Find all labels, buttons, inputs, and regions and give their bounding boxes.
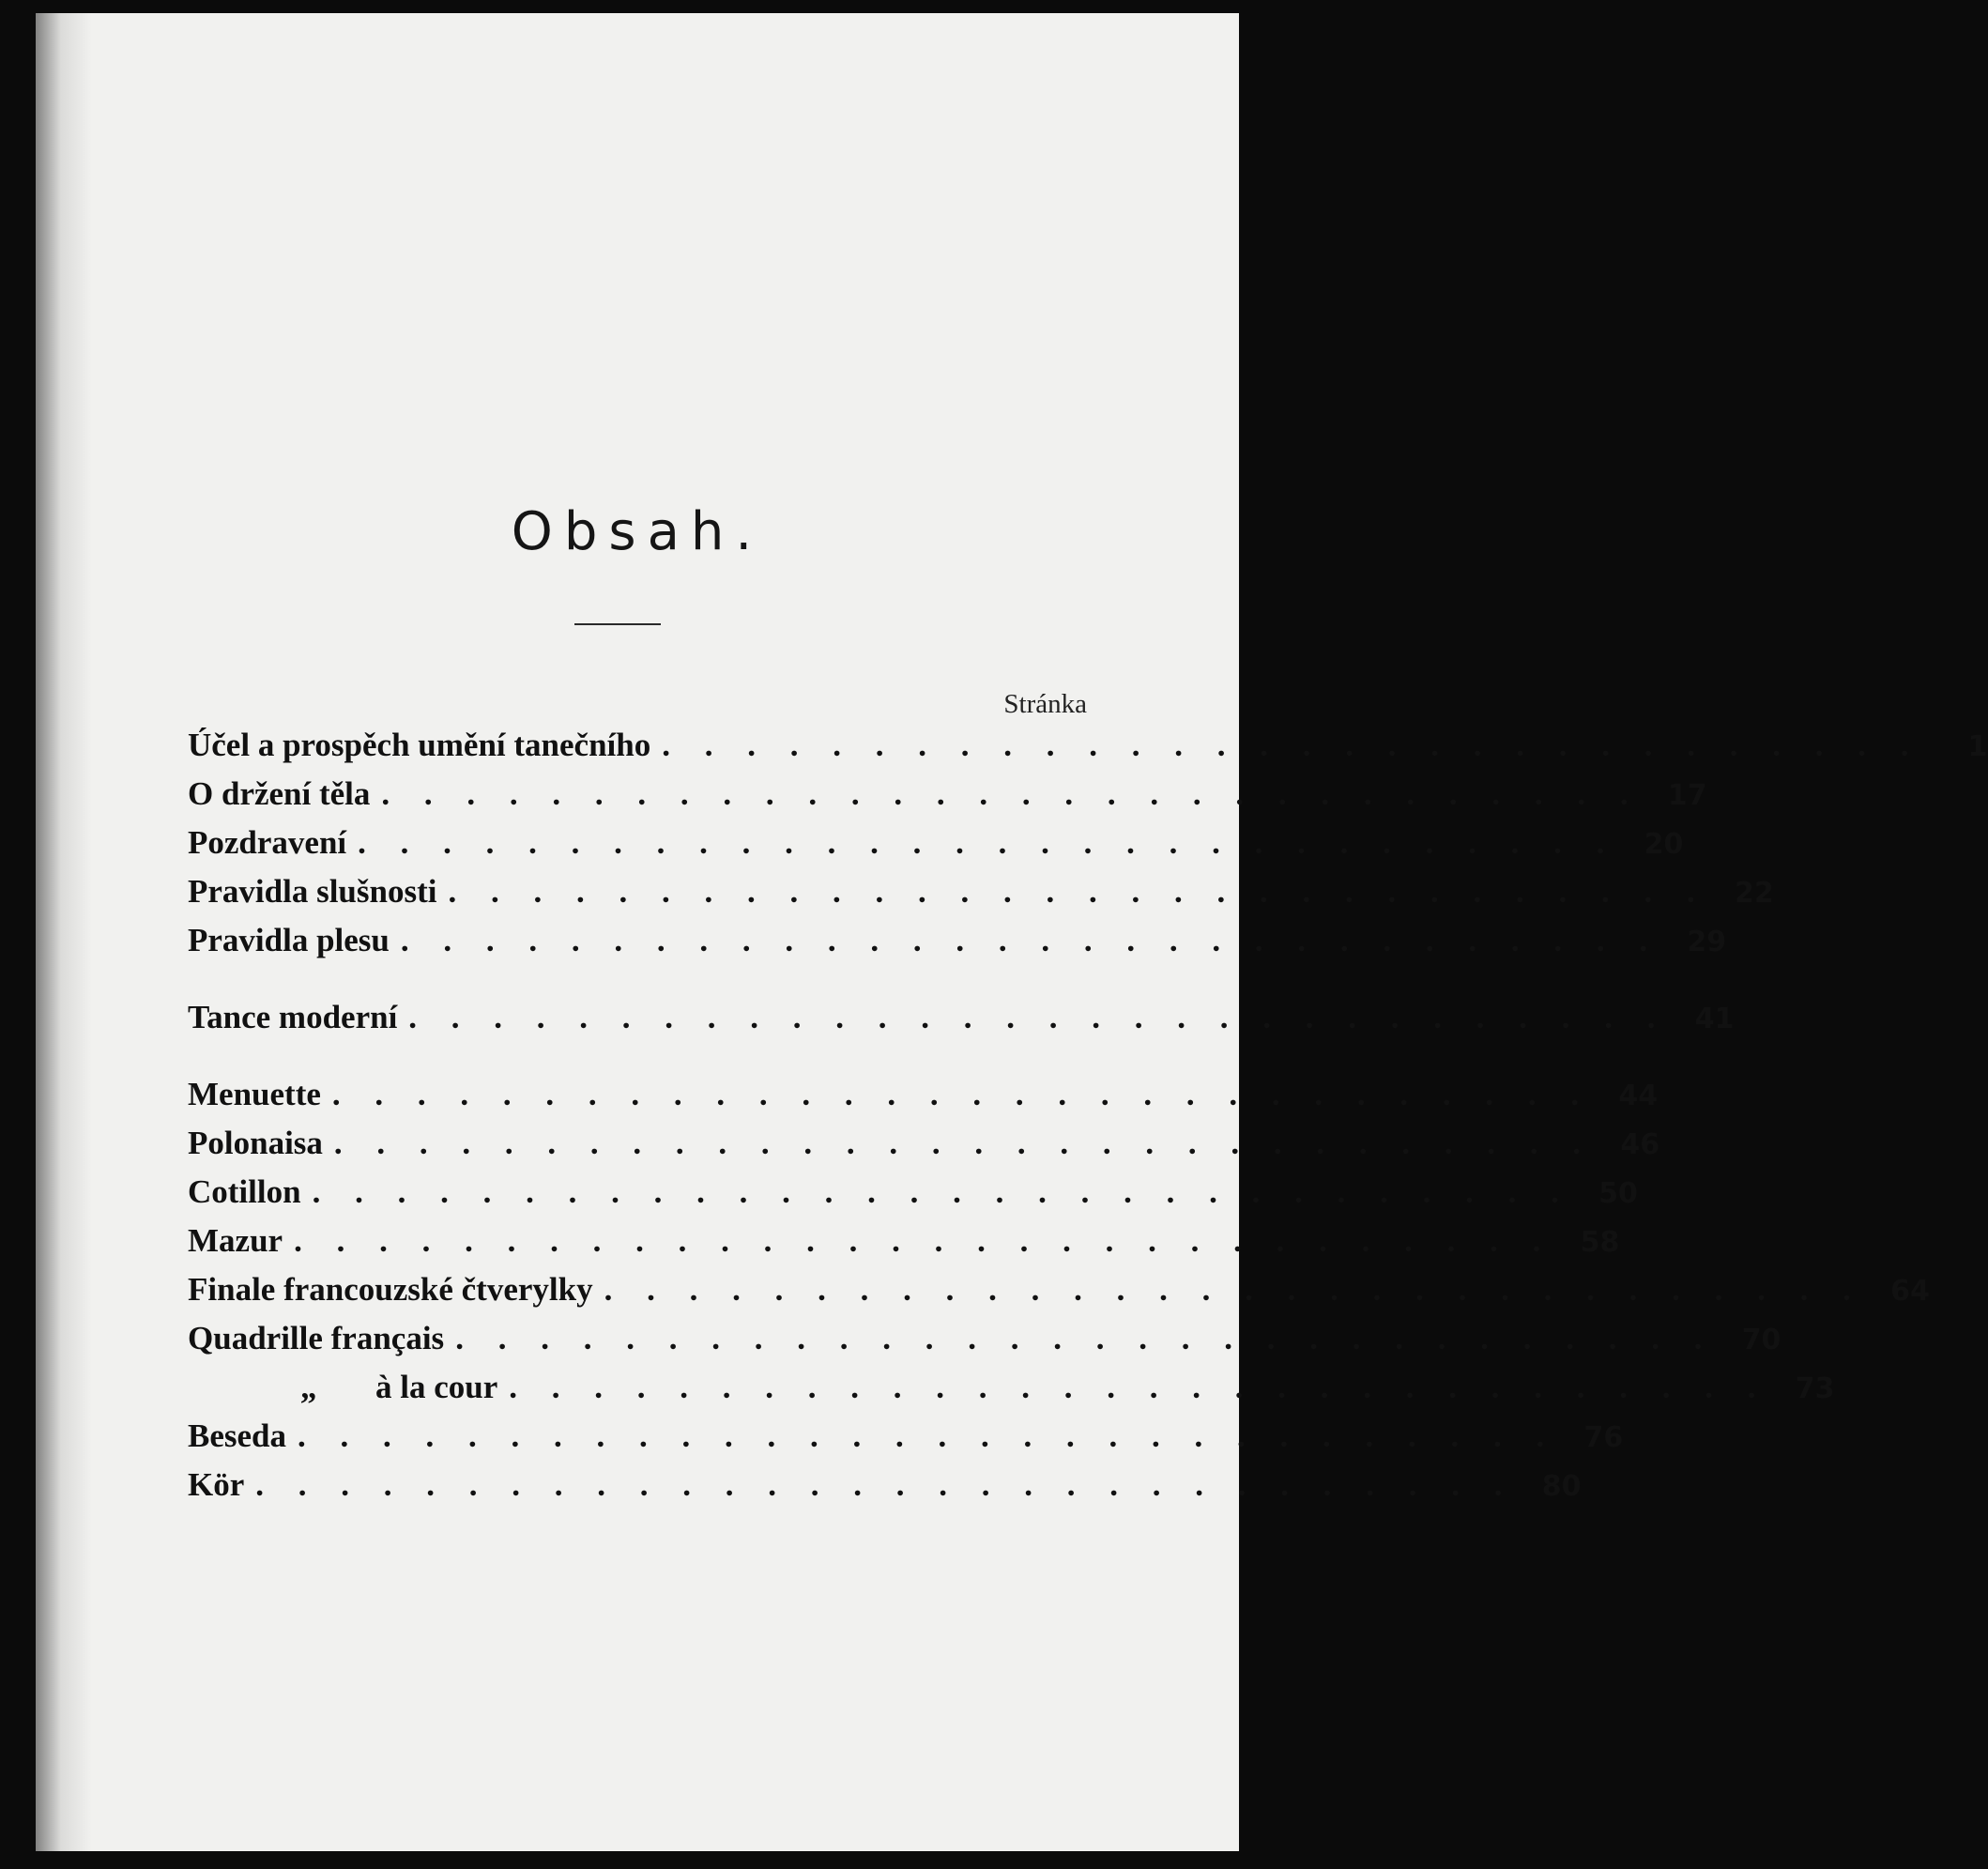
toc-entry-label: O držení těla xyxy=(188,775,371,812)
dot-leader: . . . . . . . . . . . . . . . . . . . . . . . . . . . . . . xyxy=(381,775,1642,812)
toc-entry-page: 80 xyxy=(1541,1470,1582,1503)
toc-entry-label: Menuette xyxy=(188,1076,321,1112)
toc-entry xyxy=(188,1417,1624,1466)
dot-leader: . . . . . . . . . . . . . . . . . . . . . . . . . . . . . . xyxy=(408,999,1669,1035)
toc-entry-label: Quadrille français xyxy=(188,1320,445,1356)
toc-entry-page: 46 xyxy=(1620,1128,1660,1161)
toc-entry-label: Účel a prospěch umění tanečního xyxy=(188,727,651,763)
toc-entry-page: 64 xyxy=(1890,1275,1930,1308)
dot-leader: . . . . . . . . . . . . . . . . . . . . . . . . . . . . . . xyxy=(358,824,1618,861)
toc-entry-page: 73 xyxy=(1795,1372,1835,1405)
toc-entry-label: Cotillon xyxy=(188,1173,301,1210)
dot-leader: . . . . . . . . . . . . . . . . . . . . . . . . . . . . . . xyxy=(331,1076,1593,1112)
table-of-contents xyxy=(188,727,1988,1515)
ditto-mark: „ xyxy=(300,1369,317,1405)
toc-entry-page: 44 xyxy=(1618,1080,1659,1112)
toc-entry-label-text: à la cour xyxy=(375,1369,498,1405)
dot-leader: . . . . . . . . . . . . . . . . . . . . . . . . . . . . . . xyxy=(333,1125,1595,1161)
dot-leader: . . . . . . . . . . . . . . . . . . . . . . . . . . . . . . xyxy=(312,1173,1572,1210)
toc-entry-section xyxy=(188,999,1735,1048)
toc-entry-page: 1 xyxy=(1967,730,1988,763)
page-title: Obsah. xyxy=(511,501,764,562)
toc-entry-page: 29 xyxy=(1687,926,1727,958)
toc-entry xyxy=(188,1222,1620,1271)
book-page xyxy=(36,13,1988,1851)
toc-entry-page: 70 xyxy=(1741,1324,1782,1356)
dot-leader: . . . . . . . . . . . . . . . . . . . . . . . . . . . . . . xyxy=(662,727,1922,763)
page-column-header: Stránka xyxy=(1003,689,1087,719)
toc-entry-label: Pravidla plesu xyxy=(188,922,390,958)
toc-entry xyxy=(188,1173,1638,1222)
binding-shadow xyxy=(36,13,92,1851)
toc-entry-page: 41 xyxy=(1694,1003,1735,1035)
toc-entry-page: 22 xyxy=(1734,877,1774,910)
toc-entry xyxy=(188,1076,1659,1125)
toc-entry xyxy=(188,1271,1930,1320)
toc-entry xyxy=(188,1320,1782,1369)
toc-entry-label: Tance moderní xyxy=(188,999,398,1035)
toc-entry-label xyxy=(188,1369,497,1406)
toc-entry-page: 50 xyxy=(1598,1177,1638,1210)
dot-leader: . . . . . . . . . . . . . . . . . . . . . . . . . . . . . . xyxy=(298,1417,1558,1454)
toc-entry-label: Kör xyxy=(188,1466,245,1503)
toc-entry-label: Beseda xyxy=(188,1417,286,1454)
dot-leader: . . . . . . . . . . . . . . . . . . . . . . . . . . . . . . xyxy=(509,1369,1769,1405)
toc-entry-label: Finale francouzské čtverylky xyxy=(188,1271,593,1308)
toc-entry-page: 58 xyxy=(1580,1226,1620,1259)
title-rule xyxy=(574,623,661,625)
dot-leader: . . . . . . . . . . . . . . . . . . . . . . . . . . . . . . xyxy=(448,873,1708,910)
toc-entry xyxy=(188,1466,1582,1515)
toc-entry-page: 76 xyxy=(1583,1421,1624,1454)
toc-entry xyxy=(188,727,1988,775)
dot-leader: . . . . . . . . . . . . . . . . . . . . . . . . . . . . . . xyxy=(604,1271,1864,1308)
toc-entry-label: Mazur xyxy=(188,1222,283,1259)
toc-entry-page: 17 xyxy=(1667,779,1707,812)
toc-entry xyxy=(188,873,1774,922)
toc-entry xyxy=(188,1125,1660,1173)
toc-entry-label: Pozdravení xyxy=(188,824,347,861)
dot-leader: . . . . . . . . . . . . . . . . . . . . . . . . . . . . . . xyxy=(400,922,1661,958)
toc-entry xyxy=(188,824,1684,873)
toc-entry xyxy=(188,922,1727,971)
toc-entry-page: 20 xyxy=(1644,828,1684,861)
toc-entry-label: Polonaisa xyxy=(188,1125,323,1161)
dot-leader: . . . . . . . . . . . . . . . . . . . . . . . . . . . . . . xyxy=(294,1222,1554,1259)
dot-leader: . . . . . . . . . . . . . . . . . . . . . . . . . . . . . . xyxy=(255,1466,1516,1503)
toc-entry xyxy=(188,775,1707,824)
toc-entry-label: Pravidla slušnosti xyxy=(188,873,437,910)
dot-leader: . . . . . . . . . . . . . . . . . . . . . . . . . . . . . . xyxy=(455,1320,1716,1356)
toc-entry xyxy=(188,1369,1835,1417)
